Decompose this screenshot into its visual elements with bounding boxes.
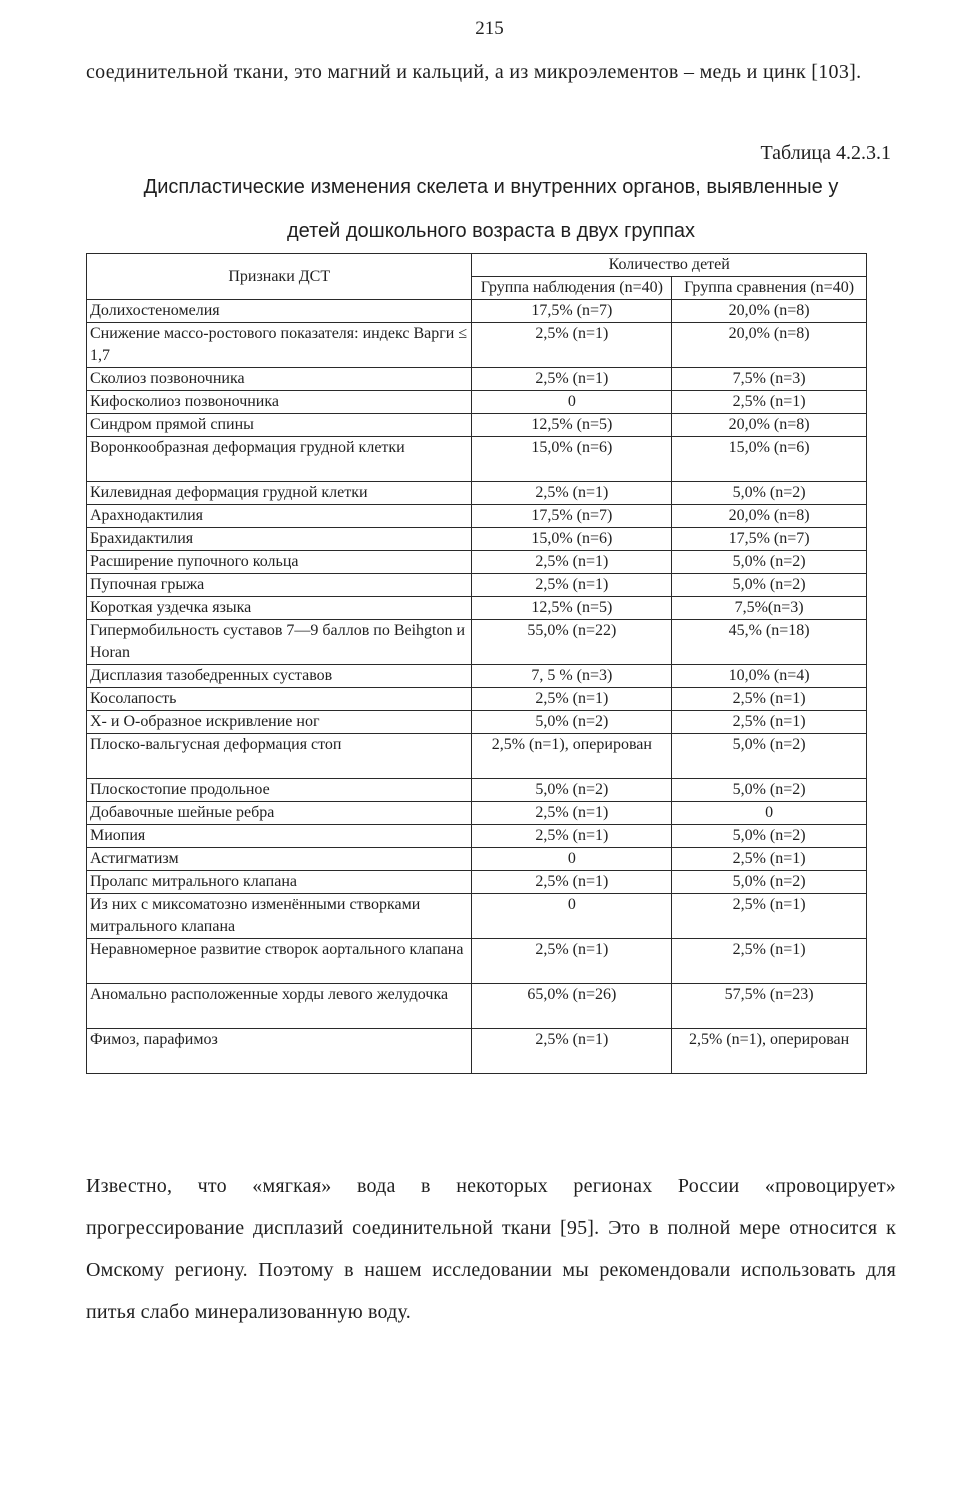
table-row <box>87 1029 867 1074</box>
table-row <box>87 620 867 665</box>
cell-observation: 0 <box>472 894 672 939</box>
cell-sign: Дисплазия тазобедренных суставов <box>87 665 472 688</box>
cell-sign: Брахидактилия <box>87 528 472 551</box>
cell-comparison: 20,0% (n=8) <box>672 414 867 437</box>
cell-comparison: 2,5% (n=1) <box>672 391 867 414</box>
table-row <box>87 871 867 894</box>
cell-observation: 2,5% (n=1) <box>472 323 672 368</box>
table-row <box>87 688 867 711</box>
cell-sign: Короткая уздечка языка <box>87 597 472 620</box>
cell-sign: Пролапс митрального клапана <box>87 871 472 894</box>
table-row <box>87 665 867 688</box>
cell-sign: Снижение массо-ростового показателя: индекс Варги ≤ 1,7 <box>87 323 472 368</box>
table-row <box>87 597 867 620</box>
table-title-line-1: Диспластические изменения скелета и внутренних органов, выявленные у <box>143 176 839 198</box>
cell-observation: 2,5% (n=1) <box>472 551 672 574</box>
cell-observation: 2,5% (n=1) <box>472 574 672 597</box>
cell-observation: 65,0% (n=26) <box>472 984 672 1029</box>
cell-sign: Фимоз, парафимоз <box>87 1029 472 1074</box>
cell-observation: 2,5% (n=1) <box>472 688 672 711</box>
table-row <box>87 802 867 825</box>
cell-observation: 2,5% (n=1) <box>472 825 672 848</box>
cell-comparison: 20,0% (n=8) <box>672 300 867 323</box>
table-row <box>87 734 867 779</box>
table-row <box>87 551 867 574</box>
cell-comparison: 2,5% (n=1), оперирован <box>672 1029 867 1074</box>
cell-sign: Воронкообразная деформация грудной клетки <box>87 437 472 482</box>
paragraph-top: соединительной ткани, это магний и кальций, а из микроэлементов – медь и цинк [103]. <box>86 61 862 83</box>
table-row <box>87 505 867 528</box>
table-row <box>87 574 867 597</box>
cell-comparison: 7,5%(n=3) <box>672 597 867 620</box>
cell-observation: 17,5% (n=7) <box>472 300 672 323</box>
cell-comparison: 45,% (n=18) <box>672 620 867 665</box>
cell-observation: 0 <box>472 391 672 414</box>
cell-comparison: 5,0% (n=2) <box>672 551 867 574</box>
table-row <box>87 848 867 871</box>
cell-observation: 2,5% (n=1) <box>472 939 672 984</box>
cell-observation: 5,0% (n=2) <box>472 711 672 734</box>
table-row <box>87 939 867 984</box>
cell-comparison: 5,0% (n=2) <box>672 734 867 779</box>
cell-sign: Плоскостопие продольное <box>87 779 472 802</box>
cell-sign: Плоско-вальгусная деформация стоп <box>87 734 472 779</box>
cell-observation: 2,5% (n=1) <box>472 871 672 894</box>
cell-observation: 7, 5 % (n=3) <box>472 665 672 688</box>
cell-observation: 15,0% (n=6) <box>472 437 672 482</box>
cell-observation: 12,5% (n=5) <box>472 597 672 620</box>
table-row <box>87 779 867 802</box>
cell-sign: Аномально расположенные хорды левого желудочка <box>87 984 472 1029</box>
cell-sign: Кифосколиоз позвоночника <box>87 391 472 414</box>
table-label: Таблица 4.2.3.1 <box>760 142 891 164</box>
header-sign: Признаки ДСТ <box>87 254 472 300</box>
cell-comparison: 20,0% (n=8) <box>672 505 867 528</box>
cell-comparison: 5,0% (n=2) <box>672 482 867 505</box>
table-row <box>87 391 867 414</box>
table-row <box>87 825 867 848</box>
cell-observation: 55,0% (n=22) <box>472 620 672 665</box>
cell-comparison: 0 <box>672 802 867 825</box>
cell-sign: Расширение пупочного кольца <box>87 551 472 574</box>
cell-sign: Из них с миксоматозно изменёнными створками митрального клапана <box>87 894 472 939</box>
cell-comparison: 2,5% (n=1) <box>672 711 867 734</box>
cell-comparison: 5,0% (n=2) <box>672 574 867 597</box>
cell-comparison: 10,0% (n=4) <box>672 665 867 688</box>
cell-comparison: 2,5% (n=1) <box>672 848 867 871</box>
cell-comparison: 57,5% (n=23) <box>672 984 867 1029</box>
table-row <box>87 711 867 734</box>
cell-observation: 2,5% (n=1) <box>472 1029 672 1074</box>
cell-sign: Косолапость <box>87 688 472 711</box>
table-body <box>87 300 867 1074</box>
cell-observation: 2,5% (n=1) <box>472 802 672 825</box>
cell-comparison: 2,5% (n=1) <box>672 688 867 711</box>
cell-comparison: 5,0% (n=2) <box>672 871 867 894</box>
cell-sign: Неравномерное развитие створок аортального клапана <box>87 939 472 984</box>
cell-observation: 15,0% (n=6) <box>472 528 672 551</box>
cell-comparison: 15,0% (n=6) <box>672 437 867 482</box>
table-row <box>87 368 867 391</box>
cell-sign: Добавочные шейные ребра <box>87 802 472 825</box>
cell-observation: 0 <box>472 848 672 871</box>
cell-observation: 17,5% (n=7) <box>472 505 672 528</box>
header-comparison-group: Группа сравнения (n=40) <box>672 277 867 300</box>
cell-observation: 2,5% (n=1) <box>472 368 672 391</box>
table-row <box>87 528 867 551</box>
cell-sign: Астигматизм <box>87 848 472 871</box>
cell-observation: 5,0% (n=2) <box>472 779 672 802</box>
table-header <box>87 254 867 300</box>
table-title-line-2: детей дошкольного возраста в двух группах <box>286 220 696 242</box>
cell-observation: 12,5% (n=5) <box>472 414 672 437</box>
cell-sign: Гипермобильность суставов 7—9 баллов по Beihgton и Horan <box>87 620 472 665</box>
cell-comparison: 2,5% (n=1) <box>672 939 867 984</box>
header-group: Количество детей <box>472 254 867 277</box>
cell-observation: 2,5% (n=1) <box>472 482 672 505</box>
cell-comparison: 2,5% (n=1) <box>672 894 867 939</box>
cell-comparison: 7,5% (n=3) <box>672 368 867 391</box>
cell-sign: Килевидная деформация грудной клетки <box>87 482 472 505</box>
cell-sign: Сколиоз позвоночника <box>87 368 472 391</box>
cell-comparison: 20,0% (n=8) <box>672 323 867 368</box>
page-number: 215 <box>475 18 504 39</box>
table-row <box>87 984 867 1029</box>
cell-sign: Миопия <box>87 825 472 848</box>
table-row <box>87 437 867 482</box>
table-row <box>87 414 867 437</box>
paragraph-bottom: Известно, что «мягкая» вода в некоторых регионах России «провоцирует» прогрессирование дисплазий соединительной ткани [95]. Это в полной мере относится к Омскому региону. Поэтому в нашем исследовании мы рекомендовали использовать для питья слабо минерализованную воду. <box>86 1175 896 1323</box>
table-row <box>87 300 867 323</box>
table-row <box>87 323 867 368</box>
cell-comparison: 5,0% (n=2) <box>672 779 867 802</box>
cell-observation: 2,5% (n=1), оперирован <box>472 734 672 779</box>
table-row <box>87 894 867 939</box>
cell-sign: Арахнодактилия <box>87 505 472 528</box>
cell-sign: Долихостеномелия <box>87 300 472 323</box>
cell-comparison: 5,0% (n=2) <box>672 825 867 848</box>
table-title <box>86 165 896 253</box>
data-table <box>86 253 867 1074</box>
cell-comparison: 17,5% (n=7) <box>672 528 867 551</box>
cell-sign: X- и О-образное искривление ног <box>87 711 472 734</box>
cell-sign: Синдром прямой спины <box>87 414 472 437</box>
cell-sign: Пупочная грыжа <box>87 574 472 597</box>
table-row <box>87 482 867 505</box>
header-observation-group: Группа наблюдения (n=40) <box>472 277 672 300</box>
